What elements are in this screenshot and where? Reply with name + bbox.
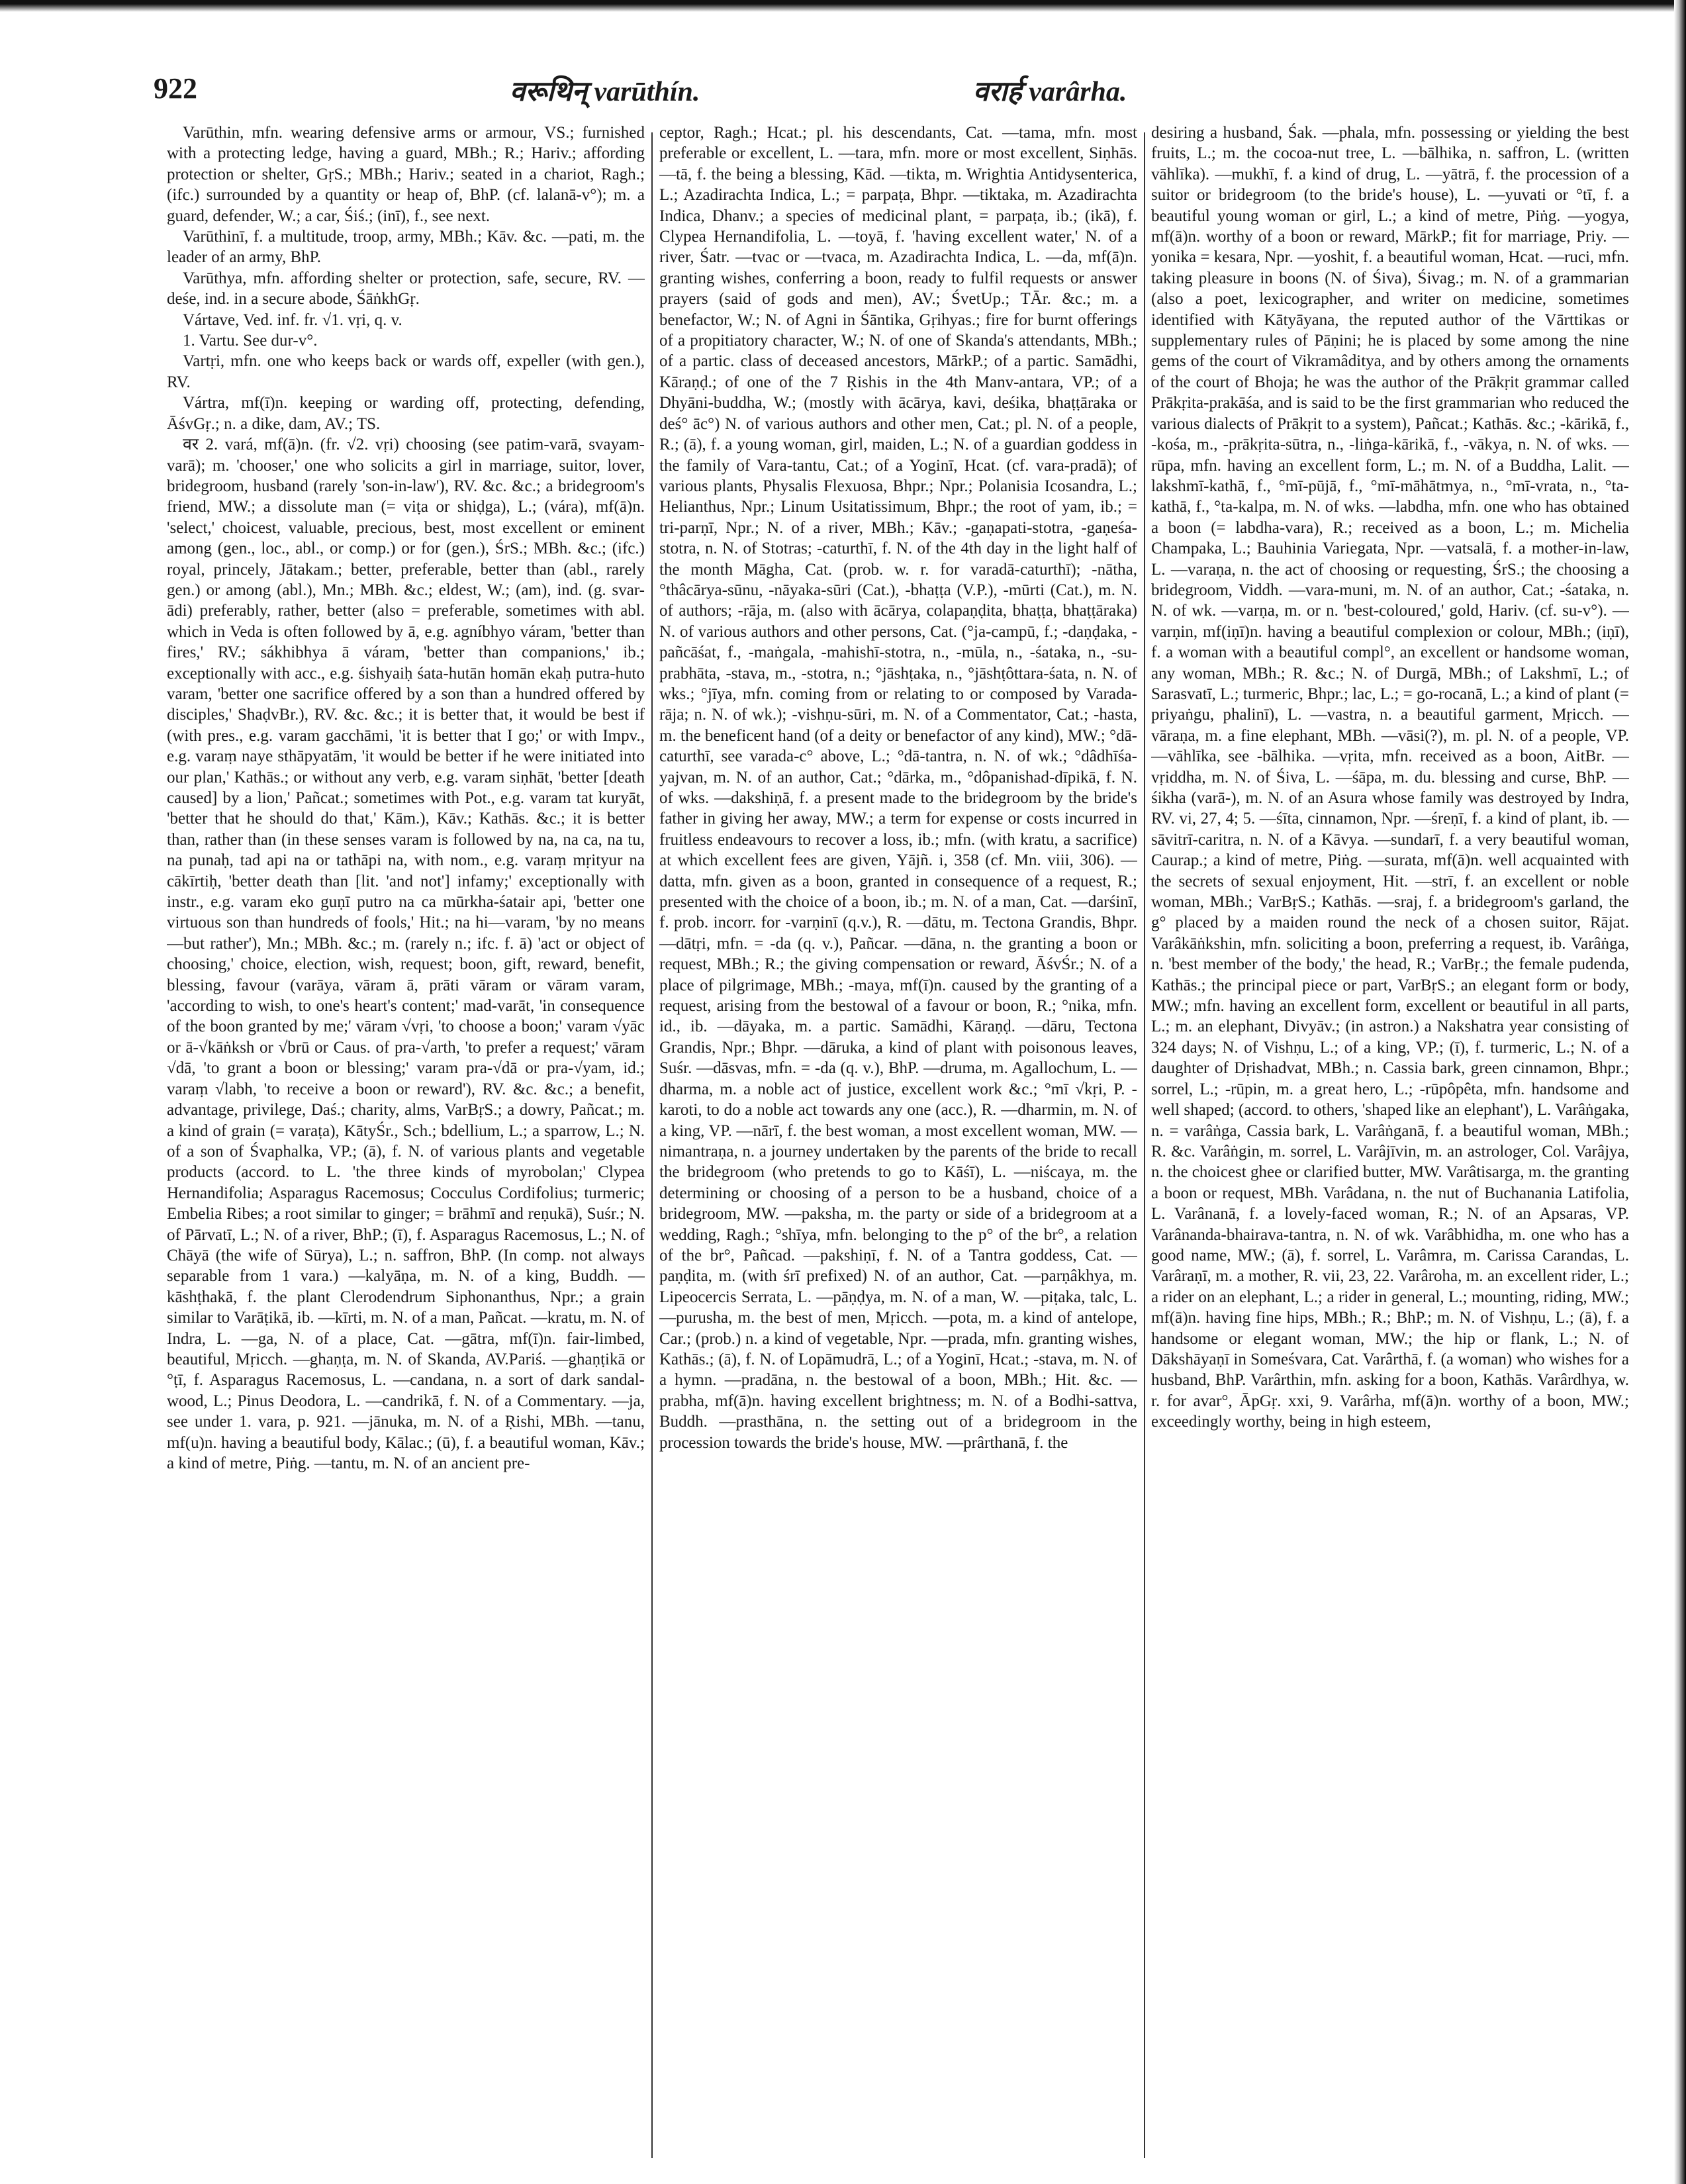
page-header (0, 71, 1686, 118)
scan-edge-top (0, 0, 1686, 13)
entry-varuthin: Varūthin, mfn. wearing defensive arms or armour, VS.; furnished with a protecting ledge, having a guard, MBh.; R.; Hariv.; affording protection or shelter, GṛS.; MBh.; Hariv.; seated in a chariot, Ragh.; (ifc.) surrounded by a quantity or heap of, BhP. (cf. lalanā-v°); m. a guard, defender, W.; a car, Śiś.; (inī), f., see next. (167, 124, 645, 225)
right-running-head: वरार्ह varârha. (973, 77, 1127, 107)
entry-vartra: Vártra, mf(ī)n. keeping or warding off, protecting, defending, ĀśvGṛ.; n. a dike, dam, AV.; TS. (167, 394, 645, 433)
entry-varuthini: Varūthinī, f. a multitude, troop, army, MBh.; Kāv. &c. —pati, m. the leader of an army, BhP. (167, 228, 645, 267)
entry-vara: वर 2. vará, mf(ā)n. (fr. √2. vṛi) choosing (see patim-varā, svayam-varā); m. 'chooser,' one who solicits a girl in marriage, suitor, lover, bridegroom, husband (rarely 'son-in-law'), RV. &c. &c.; a bridegroom's friend, MW.; a dissolute man (= viṭa or shiḍga), L.; (vára), mf(ā)n. 'select,' choicest, valuable, precious, best, most excellent or eminent among (gen., loc., abl., or comp.) or for (gen.), ŚrS.; MBh. &c.; (ifc.) royal, princely, Jātakam.; better, preferable, better than (abl., rarely gen.) or among (abl.), Mn.; MBh. &c.; eldest, W.; (am), ind. (g. svar-ādi) preferably, rather, better (also = preferable, sometimes with abl. which in Veda is often followed by ā, e.g. agníbhyo váram, 'better than fires,' RV.; sákhibhya ā váram, 'better than companions,' ib.; exceptionally with acc., e.g. śishyaiḥ śata-hutān homān ekaḥ putra-huto varam, 'better one sacrifice offered by a son than a hundred offered by disciples,' ShaḍvBr.), RV. &c. &c.; it is better that, it would be best if (with pres., e.g. varam gacchāmi, 'it is better that I go;' or with Impv., e.g. varaṃ naye sthāpyatām, 'it would be better if he were initiated into our plan,' Kathās.; or without any verb, e.g. varam siṇhāt, 'better [death caused] by a lion,' Pañcat.; sometimes with Pot., e.g. varam tat kuryāt, 'better that he should do that,' Kām.), Kāv.; Kathās. &c.; it is better than, rather than (in these senses varam is followed by na, na ca, na tu, na punaḥ, tad api na or tathāpi na, with nom., e.g. varaṃ mṛityur na cākīrtiḥ, 'better death than [lit. 'and not'] infamy;' exceptionally with instr., e.g. varam eko guṇī putro na ca mūrkha-śatair api, 'better one virtuous son than hundreds of fools,' Hit.; na hi—varam, 'by no means—but rather'), Mn.; MBh. &c.; m. (rarely n.; ifc. f. ā) 'act or object of choosing,' choice, election, wish, request; boon, gift, reward, benefit, blessing, favour (varāya, vāram ā, prāti vāram or vāram varam, 'according to wish, to one's heart's content;' mad-varāt, 'in consequence of the boon granted by me;' vāram √vṛi, 'to choose a boon;' varam √yāc or ā-√kāṅksh or √brū or Caus. of pra-√arth, 'to prefer a request;' vāram √dā, 'to grant a boon or blessing;' varam pra-√dā or pra-√yam, id.; varaṃ √labh, 'to receive a boon or reward'), RV. &c. &c.; a benefit, advantage, privilege, Daś.; charity, alms, VarBṛS.; a dowry, Pañcat.; m. a kind of grain (= varaṭa), KātyŚr., Sch.; bdellium, L.; a sparrow, L.; N. of a son of Śvaphalka, VP.; (ā), f. N. of various plants and vegetable products (accord. to L. 'the three kinds of myrobolan;' Clypea Hernandifolia; Asparagus Racemosus; Cocculus Cordifolius; turmeric; Embelia Ribes; a root similar to ginger; = brāhmī and reṇukā), Suśr.; N. of Pārvatī, L.; N. of a river, BhP.; (ī), f. Asparagus Racemosus, L.; N. of Chāyā (the wife of Sūrya), L.; n. saffron, BhP. (In comp. not always separable from 1 vara.) —kalyāṇa, m. N. of a king, Buddh. —kāshṭhakā, f. the plant Clerodendrum Siphonanthus, Npr.; a grain similar to Varāṭikā, ib. —kīrti, m. N. of a man, Pañcat. —kratu, m. N. of Indra, L. —ga, N. of a place, Cat. —gātra, mf(ī)n. fair-limbed, beautiful, Mṛicch. —ghaṇṭa, m. N. of Skanda, AV.Pariś. —ghaṇṭikā or °ṭī, f. Asparagus Racemosus, L. —candana, n. a sort of dark sandal-wood, L.; Pinus Deodora, L. —candrikā, f. N. of a Commentary. —ja, see under 1. vara, p. 921. —jānuka, m. N. of a Ṛishi, MBh. —tanu, mf(u)n. having a beautiful body, Kālac.; (ū), f. a beautiful woman, Kāv.; a kind of metre, Piṅg. —tantu, m. N. of an ancient pre- (167, 436, 645, 1472)
entry-vartri: Vartṛi, mfn. one who keeps back or wards off, expeller (with gen.), RV. (167, 352, 645, 391)
column-3 (1151, 122, 1629, 2161)
left-running-head: वरूथिन् varūthín. (510, 77, 700, 107)
entry-vara-compounds: desiring a husband, Śak. —phala, mfn. possessing or yielding the best fruits, L.; m. the cocoa-nut tree, L. —bālhika, n. saffron, L. (written vāhlīka). —mukhī, f. a kind of drug, L. —yātrā, f. the procession of a suitor or bridegroom (to the bride's house), L. —yuvati or °tī, f. a beautiful young woman or girl, L.; a kind of metre, Piṅg. —yogya, mf(ā)n. worthy of a boon or reward, MārkP.; fit for marriage, Priy. —yonika = kesara, Npr. —yoshit, f. a beautiful woman, Hcat. —ruci, mfn. taking pleasure in boons (N. of Śiva), Śivag.; m. N. of a grammarian (also a poet, lexicographer, and writer on medicine, sometimes identified with Kātyāyana, the reputed author of the Vārttikas or supplementary rules of Pāṇini; he is placed by some among the nine gems of the court of Vikramâditya, and by others among the ornaments of the court of Bhoja; he was the author of the Prākṛit grammar called Prākṛita-prakāśa, and is said to be the first grammarian who reduced the various dialects of Prākṛit to a system), Pañcat.; Kathās. &c.; -kārikā, f., -kośa, m., -prākṛita-sūtra, n., -liṅga-kārikā, f., -vākya, n. N. of wks. —rūpa, mfn. having an excellent form, L.; m. N. of a Buddha, Lalit. —lakshmī-kathā, f., °mī-pūjā, f., °mī-māhātmya, n., °mī-vrata, n., °ta-kathā, f., °ta-kalpa, m. N. of wks. —labdha, mfn. one who has obtained a boon (= labdha-vara), R.; received as a boon, L.; m. Michelia Champaka, L.; Bauhinia Variegata, Npr. —vatsalā, f. a mother-in-law, L. —varaṇa, n. the act of choosing or requesting, ŚrS.; the choosing a bridegroom, Viddh. —vara-muni, m. N. of an author, Cat.; -śataka, n. N. of wk. —varṇa, m. or n. 'best-coloured,' gold, Hariv. (cf. su-v°). —varṇin, mf(iṇī)n. having a beautiful complexion or colour, MBh.; (iṇī), f. a woman with a beautiful compl°, an excellent or handsome woman, any woman, MBh.; R. &c.; N. of Durgā, MBh.; of Lakshmī, L.; of Sarasvatī, L.; turmeric, Bhpr.; lac, L.; = go-rocanā, L.; a kind of plant (= priyaṅgu, phalinī), L. —vastra, n. a beautiful garment, Mṛicch. —vāraṇa, m. a fine elephant, MBh. —vāsi(?), m. pl. N. of a people, VP. —vāhlīka, see -bālhika. —vṛita, mfn. received as a boon, AitBr. —vṛiddha, m. N. of Śiva, L. —śāpa, m. du. blessing and curse, BhP. —śikha (varā-), m. N. of an Asura whose family was destroyed by Indra, RV. vi, 27, 4; 5. —śīta, cinnamon, Npr. —śreṇī, f. a kind of plant, ib. —sāvitrī-caritra, n. N. of a Kāvya. —sundarī, f. a very beautiful woman, Caurap.; a kind of metre, Piṅg. —surata, mf(ā)n. well acquainted with the secrets of sexual enjoyment, Hit. —strī, f. an excellent or noble woman, MBh.; VarBṛS.; Kathās. —sraj, f. a bridegroom's garland, the g° placed by a maiden round the neck of a chosen suitor, Rājat. Varâkāṅkshin, mfn. soliciting a boon, preferring a request, ib. Varâṅga, n. 'best member of the body,' the head, R.; VarBṛ.; the female pudenda, Kathās.; the principal piece or part, VarBṛS.; an elegant form or body, MW.; mfn. having an excellent form, excellent or beautiful in all parts, L.; m. an elephant, Divyāv.; (in astron.) a Nakshatra year consisting of 324 days; N. of Vishṇu, L.; of a king, VP.; (ī), f. turmeric, L.; N. of a daughter of Dṛishadvat, MBh.; n. Cassia bark, green cinnamon, Bhpr.; sorrel, L.; -rūpin, m. a great hero, L.; -rūpôpêta, mfn. handsome and well shaped; (accord. to others, 'shaped like an elephant'), L. Varâṅgaka, n. = varâṅga, Cassia bark, L. Varâṅganā, f. a beautiful woman, MBh.; R. &c. Varâṅgin, m. sorrel, L. Varâjīvin, m. an astrologer, Col. Varâjya, n. the choicest ghee or clarified butter, MW. Varâtisarga, m. the granting a boon or request, MBh. Varâdana, n. the nut of Buchanania Latifolia, L. Varânanā, f. a lovely-faced woman, R.; N. of an Apsaras, VP. Varânanda-bhairava-tantra, n. N. of wk. Varâbhidha, m. one who has a good name, MW.; (ā), f. sorrel, L. Varâmra, m. Carissa Carandas, L. Varâraṇī, m. a mother, R. vii, 23, 22. Varâroha, m. an excellent rider, L.; a rider on an elephant, L.; a rider in general, L.; mounting, riding, MW.; mf(ā)n. having fine hips, MBh.; R.; BhP.; m. N. of Vishṇu, L.; (ā), f. a handsome or elegant woman, MW.; the hip or flank, L.; N. of Dākshāyaṇī in Someśvara, Cat. Varârthā, f. (a woman) who wishes for a husband, BhP. Varârthin, mfn. asking for a boon, Kathās. Varârdhya, w. r. for avar°, ĀpGṛ. xxi, 9. Varârha, mf(ā)n. worthy of a boon, MW.; exceedingly worthy, being in high esteem, (1151, 124, 1629, 1431)
entry-vara-continued: ceptor, Ragh.; Hcat.; pl. his descendants, Cat. —tama, mfn. most preferable or excellent, L. —tara, mfn. more or most excellent, Siṇhās. —tā, f. the being a blessing, Kād. —tikta, m. Wrightia Antidysenterica, L.; Azadirachta Indica, L.; = parpaṭa, Bhpr. —tiktaka, m. Azadirachta Indica, Dhanv.; a species of medicinal plant, = parpaṭa, ib.; (ikā), f. Clypea Hernandifolia, L. —toyā, f. 'having excellent water,' N. of a river, Śatr. —tvac or —tvaca, m. Azadirachta Indica, L. —da, mf(ā)n. granting wishes, conferring a boon, ready to fulfil requests or answer prayers (said of gods and men), AV.; ŚvetUp.; TĀr. &c.; m. a benefactor, W.; N. of Agni in Śāntika, Gṛihyas.; fire for burnt offerings of a propitiatory character, W.; N. of one of Skanda's attendants, MBh.; of a partic. class of deceased ancestors, MārkP.; of a partic. Samādhi, Kāraṇḍ.; of one of the 7 Ṛishis in the 4th Manv-antara, VP.; of a Dhyāni-buddha, W.; (mostly with ācārya, kavi, deśika, bhaṭṭāraka or deś° āc°) N. of various authors and other men, Cat.; pl. N. of a people, R.; (ā), f. a young woman, girl, maiden, L.; N. of a guardian goddess in the family of Vara-tantu, Cat.; of a Yoginī, Hcat. (cf. vara-pradā); of various plants, Physalis Flexuosa, Bhpr.; Npr.; Polanisia Icosandra, L.; Helianthus, Npr.; Linum Usitatissimum, Bhpr.; the root of yam, ib.; = tri-parṇī, Npr.; N. of a river, MBh.; Kāv.; -gaṇapati-stotra, -gaṇeśa-stotra, n. N. of Stotras; -caturthī, f. N. of the 4th day in the light half of the month Māgha, Cat. (prob. w. r. for varadā-caturthī); -nātha, °thâcārya-sūnu, -nāyaka-sūri (Cat.), -bhaṭṭa (V.P.), -mūrti (Cat.), m. N. of authors; -rāja, m. (also with ācārya, colapaṇḍita, bhaṭṭa, bhaṭṭāraka) N. of various authors and other persons, Cat. (°ja-campū, f.; -daṇḍaka, -pañcāśat, f., -maṅgala, -mahishī-stotra, n., -mūla, n., -śataka, n., -su-prabhāta, -stava, m., -stotra, n.; °jāshṭaka, n., °jāshṭôttara-śata, n. N. of wks.; °jīya, mfn. coming from or relating to or composed by Varada-rāja; n. N. of wk.); -vishṇu-sūri, m. N. of a Commentator, Cat.; -hasta, m. the beneficent hand (of a deity or benefactor of any kind), MW.; °dā-caturthī, see varada-c° above, L.; °dā-tantra, n. N. of wk.; °dâdhīśa-yajvan, m. N. of an author, Cat.; °dārka, m., °dôpanishad-dīpikā, f. N. of wks. —dakshiṇā, f. a present made to the bridegroom by the bride's father in giving her away, MW.; a term for expense or costs incurred in fruitless endeavours to recover a loss, ib.; mfn. (with kratu, a sacrifice) at which excellent fees are given, Yājñ. i, 358 (cf. Mn. viii, 306). —datta, mfn. given as a boon, granted in consequence of a request, R.; presented with the choice of a boon, ib.; m. N. of a man, Cat. —darśinī, f. prob. incorr. for -varṇinī (q.v.), R. —dātu, m. Tectona Grandis, Bhpr. —dātṛi, mfn. = -da (q. v.), Pañcar. —dāna, n. the granting a boon or request, MBh.; R.; the giving compensation or reward, ĀśvŚr.; N. of a place of pilgrimage, MBh.; -maya, mf(ī)n. caused by the granting of a request, arising from the bestowal of a favour or boon, R.; °nika, mfn. id., ib. —dāyaka, m. a partic. Samādhi, Kāraṇḍ. —dāru, Tectona Grandis, Npr.; Bhpr. —dāruka, a kind of plant with poisonous leaves, Suśr. —dāsvas, mfn. = -da (q. v.), BhP. —druma, m. Agallochum, L. —dharma, m. a noble act of justice, excellent work &c.; °mī √kṛi, P. -karoti, to do a noble act towards any one (acc.), R. —dharmin, m. N. of a king, VP. —nārī, f. the best woman, a most excellent woman, MW. —nimantraṇa, n. a journey undertaken by the parents of the bride to recall the bridegroom (who pretends to go to Kāśī), L. —niścaya, m. the determining or choosing of a person to be a husband, choice of a bridegroom, MW. —paksha, m. the party or side of a bridegroom at a wedding, Ragh.; °shīya, mfn. belonging to the p° of the br°, a relation of the br°, Pañcad. —pakshiṇī, f. N. of a Tantra goddess, Cat. —paṇḍita, m. (with śrī prefixed) N. of an author, Cat. —parṇâkhya, m. Lipeocercis Serrata, L. —pāṇḍya, m. N. of a man, W. —piṭaka, talc, L. —purusha, m. the best of men, Mṛicch. —pota, m. a kind of antelope, Car.; (prob.) n. a kind of vegetable, Npr. —prada, mfn. granting wishes, Kathās.; (ā), f. N. of Lopāmudrā, L.; of a Yoginī, Hcat.; -stava, m. N. of a hymn. —pradāna, n. the bestowal of a boon, MBh.; Hit. &c. —prabha, mf(ā)n. having excellent brightness; m. N. of a Bodhi-sattva, Buddh. —prasthāna, n. the setting out of a bridegroom in the procession towards the bride's house, MW. —prârthanā, f. the (659, 124, 1137, 1452)
page-number: 922 (154, 72, 197, 105)
entry-varuthya: Varūthya, mfn. affording shelter or protection, safe, secure, RV. —deśe, ind. in a secure abode, ŚāṅkhGṛ. (167, 269, 645, 309)
entry-vartave: Vártave, Ved. inf. fr. √1. vṛi, q. v. (183, 310, 402, 329)
entry-vartu: 1. Vartu. See dur-v°. (183, 332, 318, 350)
scan-edge-right (1674, 0, 1686, 2184)
column-2 (659, 122, 1137, 2161)
dictionary-columns (167, 122, 1628, 2161)
column-1 (167, 122, 645, 2161)
